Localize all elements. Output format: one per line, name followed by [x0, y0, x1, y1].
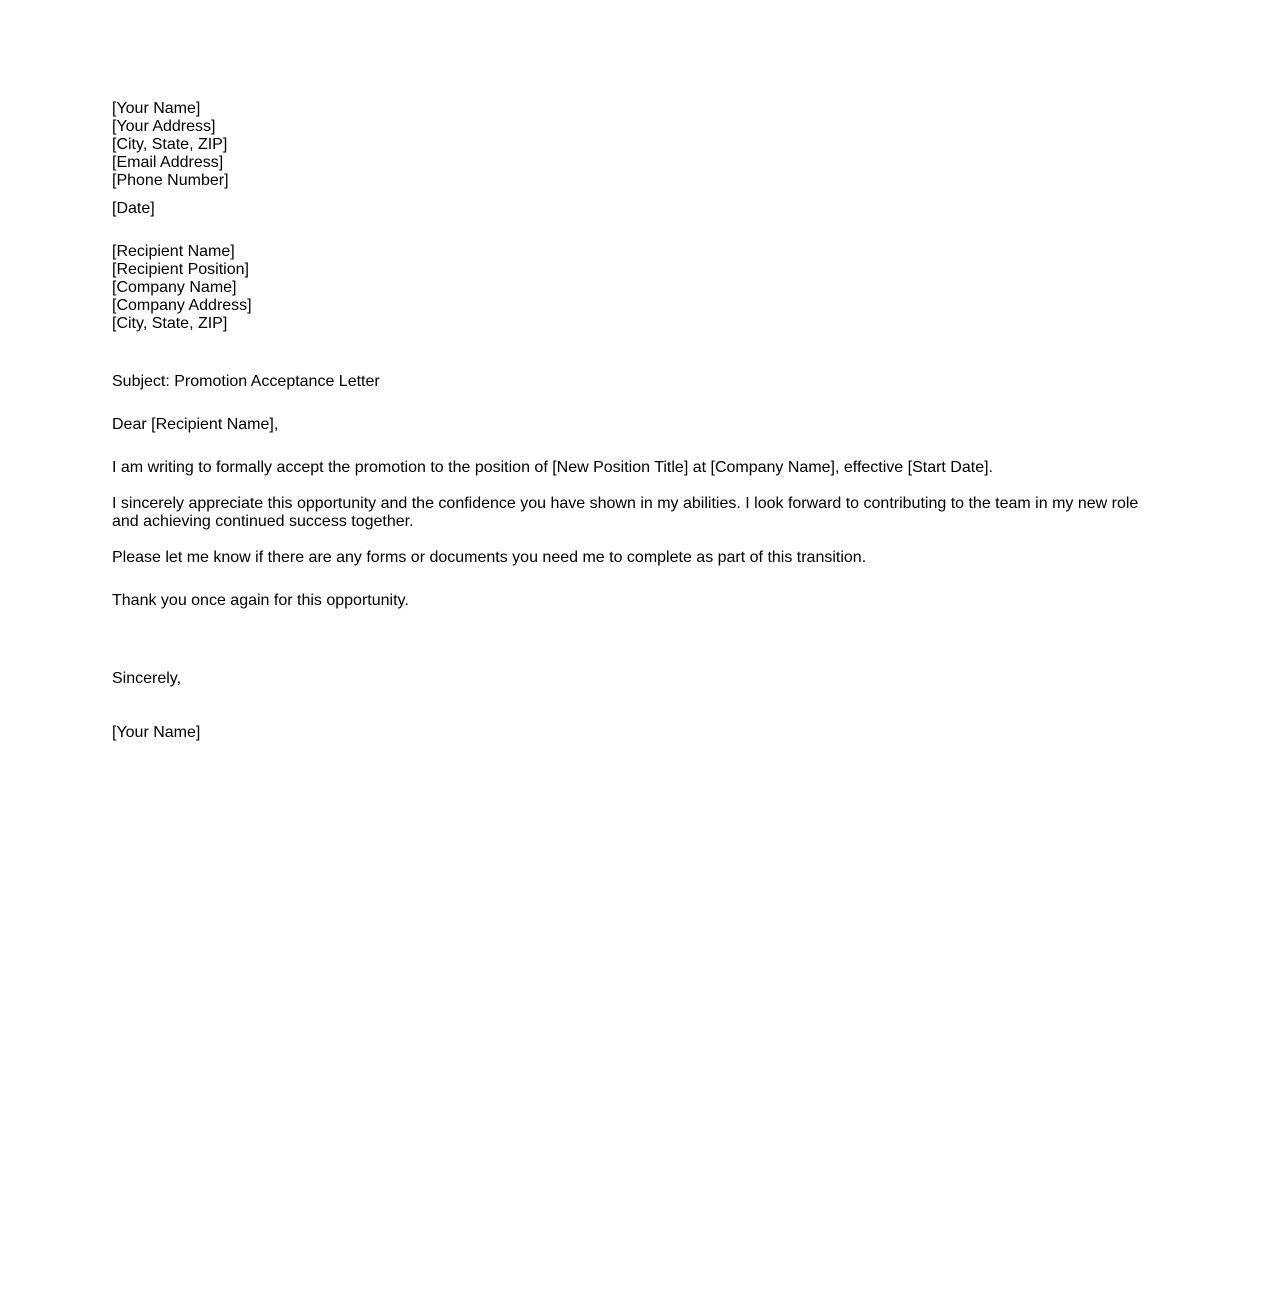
paragraph-1: I am writing to formally accept the promotion to the position of [New Position Title] at [Company Name], effective [Start Date]. — [112, 459, 993, 476]
sender-phone: [Phone Number] — [112, 172, 229, 189]
salutation: Dear [Recipient Name], — [112, 416, 279, 433]
paragraph-2: I sincerely appreciate this opportunity and the confidence you have shown in my abilities. I look forward to contributing to the team in my new role and achieving continued success together. — [112, 495, 1139, 530]
letter-date: [Date] — [112, 200, 155, 217]
sender-address: [Your Address] — [112, 118, 216, 135]
recipient-position: [Recipient Position] — [112, 261, 249, 278]
paragraph-4: Thank you once again for this opportunity. — [112, 592, 409, 609]
recipient-name: [Recipient Name] — [112, 243, 235, 260]
recipient-address: [Company Address] — [112, 297, 252, 314]
signature-name: [Your Name] — [112, 724, 201, 741]
subject-line: Subject: Promotion Acceptance Letter — [112, 373, 380, 390]
recipient-city: [City, State, ZIP] — [112, 315, 228, 332]
sender-email: [Email Address] — [112, 154, 224, 171]
sender-name: [Your Name] — [112, 100, 201, 117]
paragraph-3: Please let me know if there are any forms or documents you need me to complete as part of this transition. — [112, 549, 867, 566]
closing: Sincerely, — [112, 670, 182, 687]
sender-city: [City, State, ZIP] — [112, 136, 228, 153]
recipient-company: [Company Name] — [112, 279, 237, 296]
